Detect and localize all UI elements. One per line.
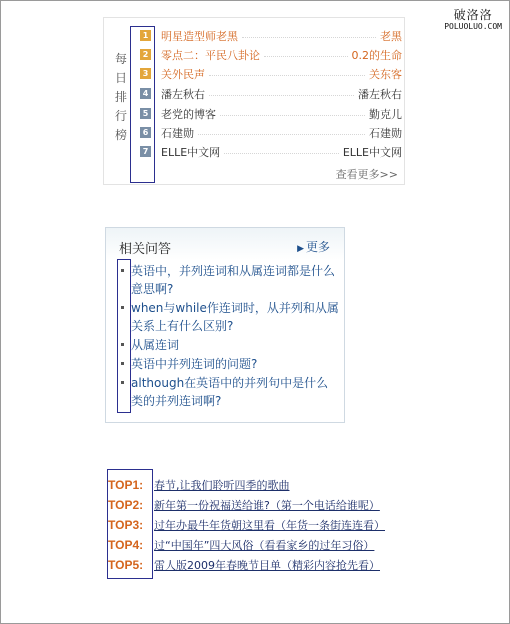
watermark-en: POLUOLUO.COM	[444, 22, 502, 31]
qa-list	[120, 262, 340, 411]
qa-question-link[interactable]: 英语中并列连词的问题?	[131, 357, 258, 371]
top-article-link[interactable]: 过“中国年”四大风俗（看看家乡的过年习俗）	[154, 539, 375, 552]
ranking-side-char: 排	[114, 90, 127, 104]
dotted-leader	[220, 115, 365, 116]
ranking-author[interactable]: ELLE中文网	[342, 145, 402, 159]
rank-number-badge: 5	[140, 108, 151, 119]
ranking-side-char: 每	[114, 52, 127, 66]
rank-number-badge: 2	[140, 49, 151, 60]
ranking-blog-title[interactable]: 潘左秋右	[161, 87, 205, 101]
triangle-right-icon: ▶	[297, 244, 304, 254]
ranking-row[interactable]	[140, 84, 402, 103]
dotted-leader	[209, 95, 354, 96]
top-article-link[interactable]: 春节,让我们聆听四季的歌曲	[154, 479, 290, 492]
ranking-blog-title[interactable]: 石建勋	[161, 126, 194, 140]
qa-list-item[interactable]	[120, 374, 340, 410]
qa-more-label: 更多	[305, 240, 330, 254]
ranking-author[interactable]: 0.2的生命	[351, 48, 402, 62]
ranking-side-char: 行	[114, 109, 127, 123]
top-list-row	[108, 515, 428, 535]
top-article-link[interactable]: 新年第一份祝福送给谁?（第一个电话给谁呢）	[154, 499, 380, 512]
ranking-author[interactable]: 勤克儿	[369, 107, 402, 121]
watermark-cn: 破洛洛	[453, 8, 493, 22]
ranking-row[interactable]	[140, 104, 402, 123]
ranking-row[interactable]	[140, 142, 402, 161]
top-rank-label: TOP4:	[108, 538, 144, 552]
qa-more-link[interactable]	[297, 238, 330, 255]
dotted-leader	[224, 153, 339, 154]
dotted-leader	[242, 37, 376, 38]
ranking-blog-title[interactable]: 老党的博客	[161, 107, 216, 121]
rank-number-badge: 3	[140, 68, 151, 79]
watermark	[444, 8, 502, 31]
dotted-leader	[198, 134, 365, 135]
ranking-blog-title[interactable]: 零点二：平民八卦论	[161, 48, 260, 62]
qa-list-item[interactable]	[120, 336, 340, 354]
ranking-more-link[interactable]: 查看更多>>	[335, 168, 398, 181]
top-list-row	[108, 555, 428, 575]
qa-list-item[interactable]	[120, 355, 340, 373]
top-rank-label: TOP5:	[108, 558, 144, 572]
qa-question-link[interactable]: although在英语中的并列句中是什么类的并列连词啊?	[131, 376, 329, 408]
ranking-author[interactable]: 关东客	[369, 67, 402, 81]
top-article-link[interactable]: 过年办最牛年货朝这里看（年货一条街连连看）	[154, 519, 385, 532]
qa-question-link[interactable]: 英语中，并列连词和从属连词都是什么意思啊?	[131, 264, 336, 296]
annotation-box-qa-bullets	[117, 259, 131, 413]
ranking-row[interactable]	[140, 64, 402, 83]
rank-number-badge: 4	[140, 88, 151, 99]
qa-list-item[interactable]	[120, 299, 340, 335]
rank-number-badge: 7	[140, 146, 151, 157]
top-list-row	[108, 495, 428, 515]
top-list	[108, 475, 428, 575]
related-qa-panel	[105, 227, 345, 423]
ranking-side-title	[112, 26, 130, 145]
annotation-box-top-labels	[107, 469, 153, 579]
ranking-side-char: 日	[114, 71, 127, 85]
qa-question-link[interactable]: 从属连词	[131, 338, 180, 352]
ranking-row[interactable]	[140, 26, 402, 45]
ranking-row[interactable]	[140, 45, 402, 64]
ranking-blog-title[interactable]: ELLE中文网	[161, 145, 221, 159]
annotation-box-ranking-numbers	[130, 26, 155, 183]
dotted-leader	[264, 56, 348, 57]
ranking-blog-title[interactable]: 明星造型师老黑	[161, 29, 238, 43]
ranking-side-char: 榜	[114, 128, 127, 142]
qa-question-link[interactable]: when与while作连词时，从并列和从属关系上有什么区别?	[131, 301, 339, 333]
ranking-row[interactable]	[140, 123, 402, 142]
top-list-row	[108, 535, 428, 555]
rank-number-badge: 1	[140, 30, 151, 41]
top-rank-label: TOP1:	[108, 478, 144, 492]
ranking-author[interactable]: 老黑	[380, 29, 402, 43]
ranking-author[interactable]: 石建勋	[369, 126, 402, 140]
ranking-author[interactable]: 潘左秋右	[358, 87, 402, 101]
top-article-link[interactable]: 雷人版2009年春晚节目单（精彩内容抢先看）	[154, 559, 380, 572]
qa-list-item[interactable]	[120, 262, 340, 298]
qa-panel-title: 相关问答	[119, 242, 172, 257]
top-rank-label: TOP3:	[108, 518, 144, 532]
top-rank-label: TOP2:	[108, 498, 144, 512]
dotted-leader	[209, 75, 365, 76]
ranking-blog-title[interactable]: 关外民声	[161, 67, 205, 81]
rank-number-badge: 6	[140, 127, 151, 138]
top-list-row	[108, 475, 428, 495]
